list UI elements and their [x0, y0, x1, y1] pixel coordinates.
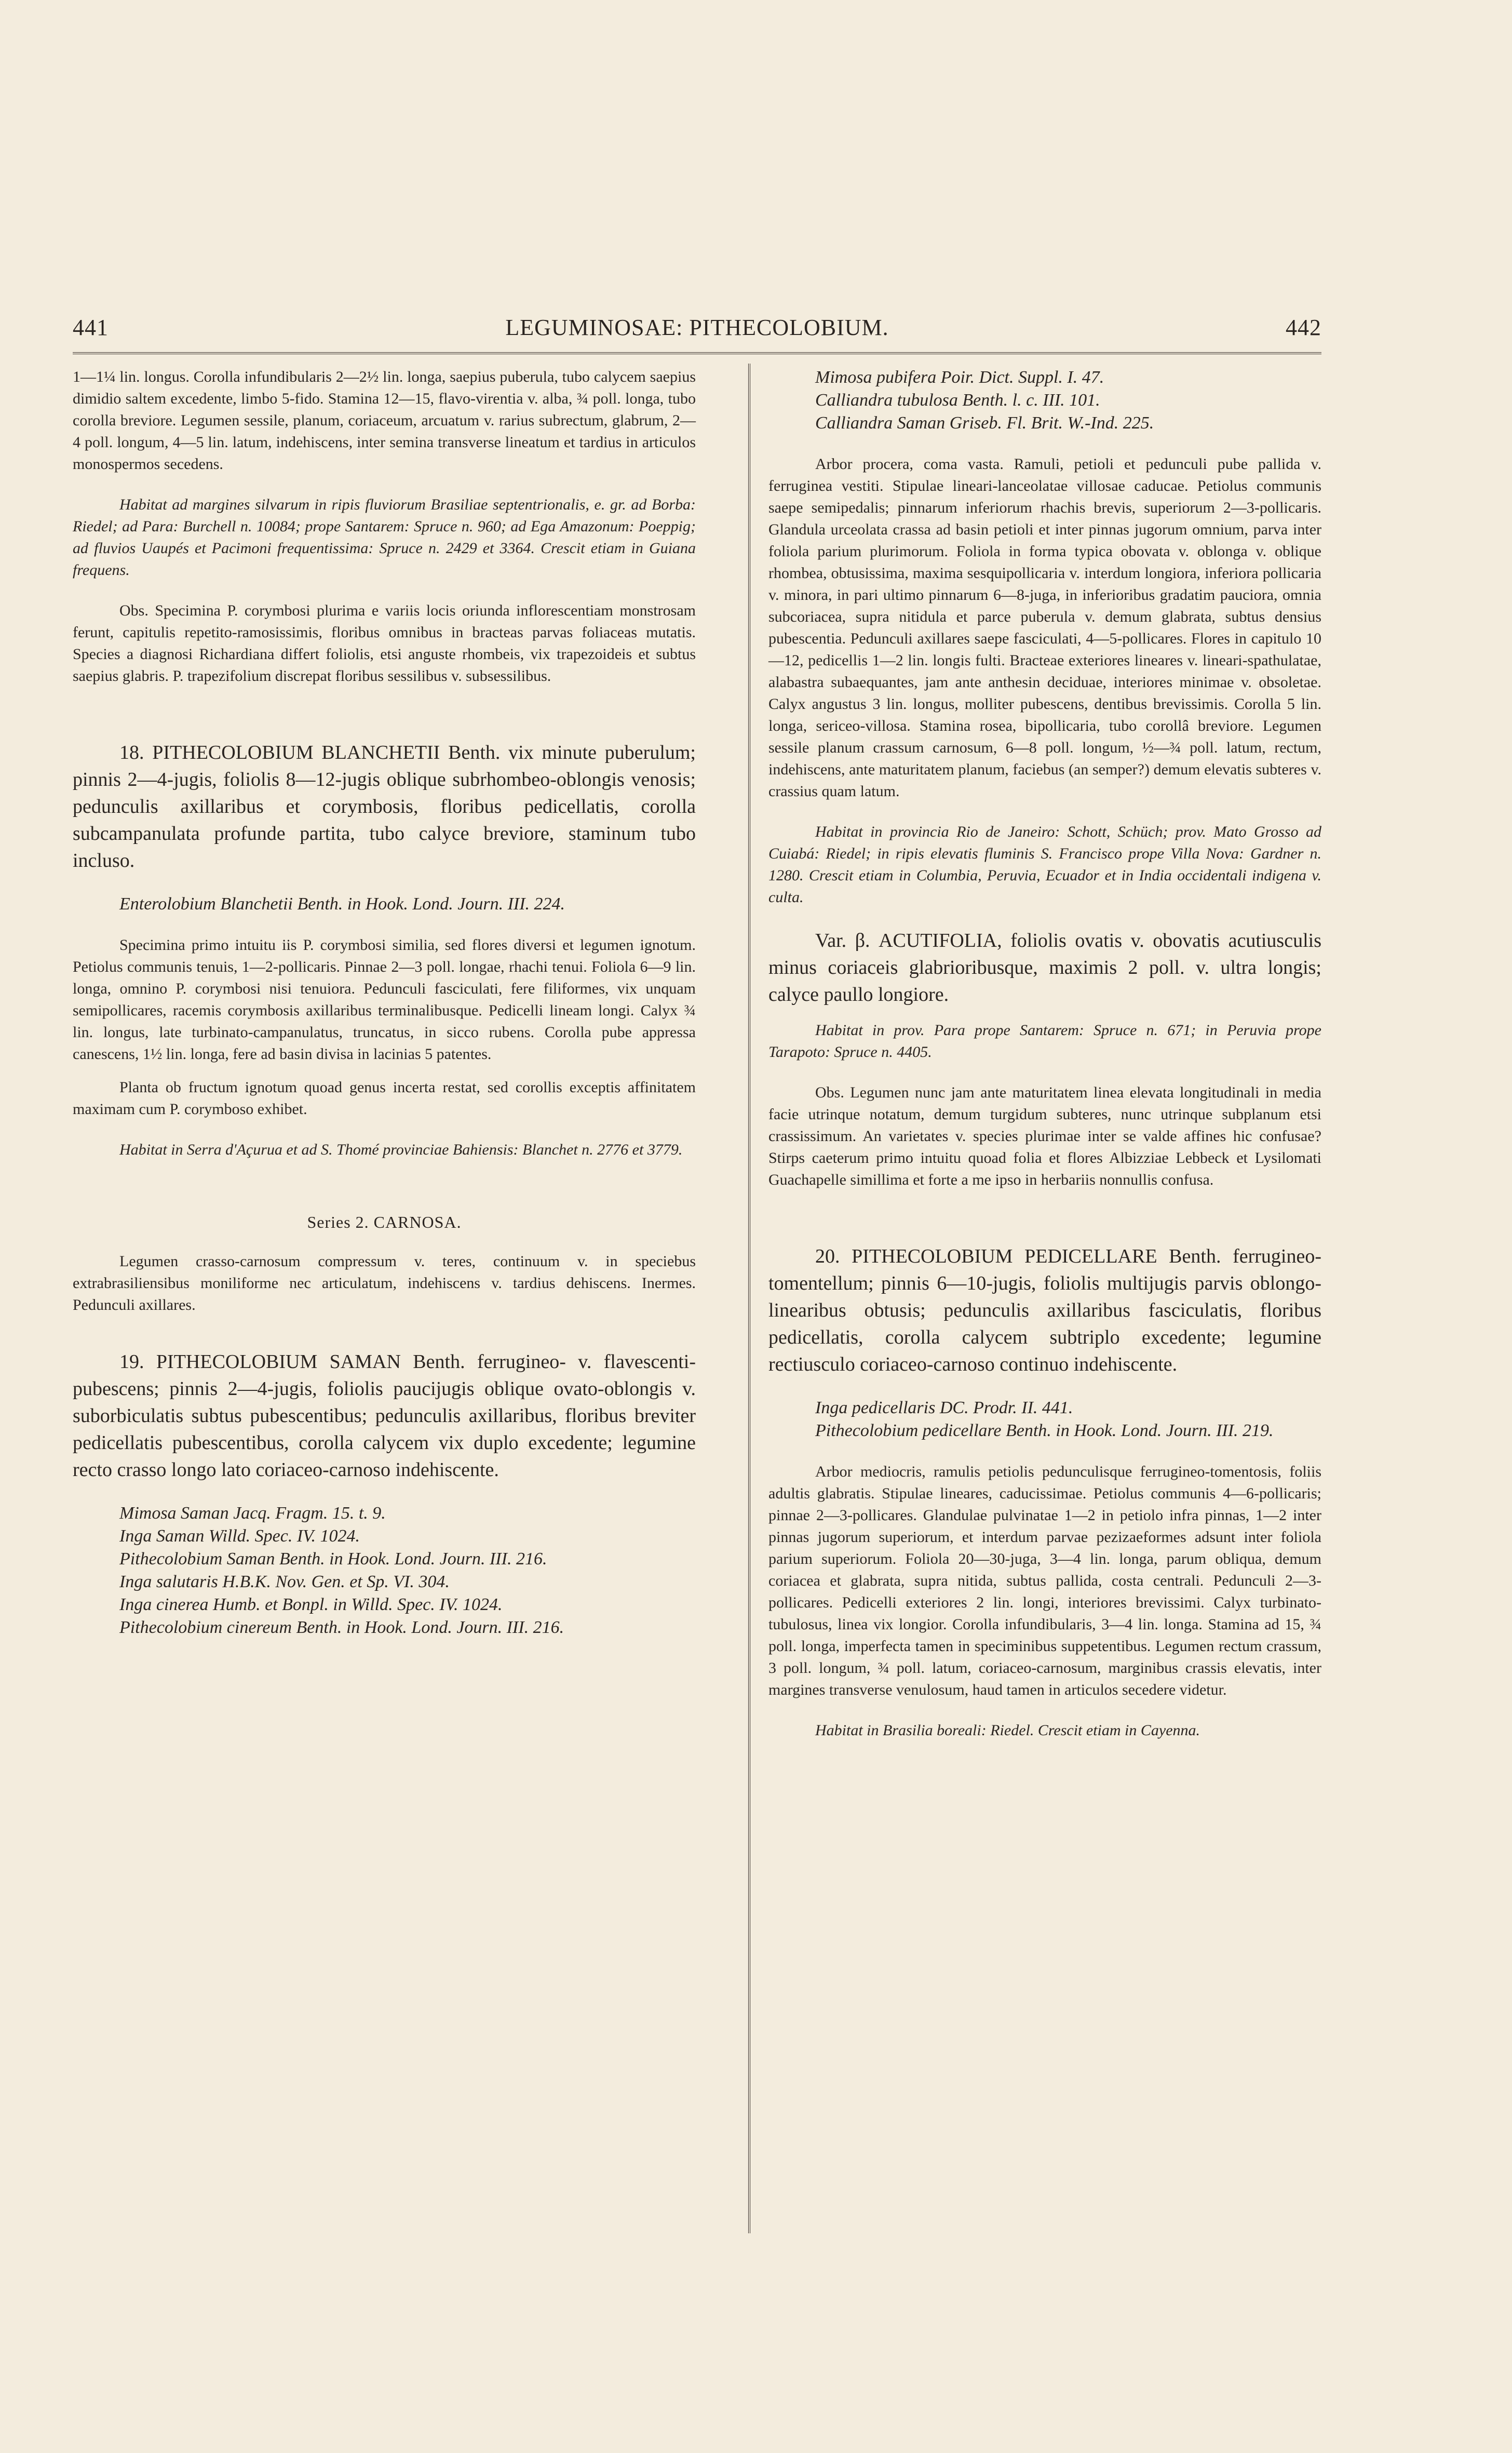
- synonym: Inga cinerea Humb. et Bonpl. in Willd. Spec. IV. 1024.: [119, 1595, 503, 1614]
- synonym: Pithecolobium pedicellare Benth. in Hook. Lond. Journ. III. 219.: [815, 1421, 1274, 1440]
- running-title: LEGUMINOSAE: PITHECOLOBIUM.: [505, 315, 889, 340]
- species-heading-19: 19. PITHECOLOBIUM SAMAN Benth. ferrugineo- v. flavescenti-pubescens; pinnis 2—4-jugis, foliolis paucijugis oblique ovato-oblongis v. suborbiculatis subtus pubescentibus; pedunculis axillaribus, floribus breviter pedicellatis pubescentibus, corolla calycem vix duplo excedente; legumine recto crasso longo lato coriaceo-carnoso indehiscente.: [73, 1351, 696, 1481]
- observation-paragraph: Obs. Specimina P. corymbosi plurima e variis locis oriunda inflorescentiam monstrosam ferunt, capitulis repetito-ramosissimis, floribus omnibus in bracteas parvas foliaceas mutatis. Species a diagnosi Richardiana differt foliolis, etsi anguste rhombeis, vix trapezoideis et subtus saepius glabris. P. trapezifolium discrepat floribus sessilibus v. subsessilibus.: [73, 602, 696, 685]
- page-number-right: 442: [1286, 315, 1321, 340]
- page-header: [73, 314, 1321, 351]
- paragraph: 1—1¼ lin. longus. Corolla infundibularis 2—2½ lin. longa, saepius puberula, tubo calycem saepius dimidio saltem excedente, limbo 5-fido. Stamina 12—15, flavo-virentia v. alba, ¾ poll. longa, tubo corolla breviore. Legumen sessile, planum, coriaceum, arcuatum v. rarius subrectum, glabrum, 2—4 poll. longum, 4—5 lin. latum, indehiscens, inter semina transverse lineatum et tardius in articulos monospermos secedens.: [73, 368, 696, 473]
- species-heading-18: 18. PITHECOLOBIUM BLANCHETII Benth. vix minute puberulum; pinnis 2—4-jugis, foliolis 8—12-jugis oblique subrhombeo-oblongis venosis; pedunculis axillaribus et corymbosis, floribus pedicellatis, corolla subcampanulata profunde partita, tubo calyce breviore, staminum tubo incluso.: [73, 742, 696, 872]
- description-paragraph: Specimina primo intuitu iis P. corymbosi similia, sed flores diversi et legumen ignotum. Petiolus communis tenuis, 1—2-pollicaris. Pinnae 2—3 poll. longae, rhachi tenui. Foliola 6—9 lin. longa, omnino P. corymbosi nisi tenuiora. Pedunculi fasciculati, fere filiformes, vix unquam semipollicares, racemis corymbosis axillaribus terminalibusque. Pedicelli lineam longi. Calyx ¾ lin. longus, late turbinato-campanulatus, truncatus, in sicco rubens. Corolla pube appressa canescens, 1½ lin. longa, fere ad basin divisa in lacinias 5 patentes.: [73, 936, 696, 1063]
- synonym: Pithecolobium cinereum Benth. in Hook. Lond. Journ. III. 216.: [119, 1618, 564, 1637]
- left-column: [73, 366, 696, 1639]
- synonym: Inga salutaris H.B.K. Nov. Gen. et Sp. VI. 304.: [119, 1572, 450, 1591]
- synonym: Calliandra Saman Griseb. Fl. Brit. W.-Ind. 225.: [815, 413, 1154, 433]
- synonym: Enterolobium Blanchetii Benth. in Hook. Lond. Journ. III. 224.: [119, 894, 565, 914]
- synonym: Calliandra tubulosa Benth. l. c. III. 101.: [815, 391, 1100, 410]
- series-description: Legumen crasso-carnosum compressum v. teres, continuum v. in speciebus extrabrasiliensibus moniliforme nec articulatum, indehiscens v. tardius dehiscens. Inermes. Pedunculi axillares.: [73, 1253, 696, 1313]
- column-divider: [748, 364, 750, 2233]
- variety-heading: Var. β. ACUTIFOLIA, foliolis ovatis v. obovatis acutiusculis minus coriaceis glabrioribusque, maximis 2 poll. v. ultra longis; calyce paullo longiore.: [768, 930, 1321, 1006]
- note-paragraph: Planta ob fructum ignotum quoad genus incerta restat, sed corollis exceptis affinitatem maximam cum P. corymboso exhibet.: [73, 1079, 696, 1118]
- synonym: Inga Saman Willd. Spec. IV. 1024.: [119, 1526, 360, 1546]
- observation-paragraph: Obs. Legumen nunc jam ante maturitatem linea elevata longitudinali in media facie utrinque notatum, demum turgidum subteres, nunc utrinque subplanum etsi crassissimum. An varietates v. species plurimae inter se valde affines hic confusae? Stirps caeterum primo intuitu quoad folia et flores Albizziae Lebbeck et Lysilomati Guachapelle simillima et forte a me ipso in herbariis nonnullis confusa.: [768, 1084, 1321, 1188]
- header-rule: [73, 352, 1321, 354]
- description-paragraph: Arbor procera, coma vasta. Ramuli, petioli et pedunculi pube pallida v. ferruginea vestiti. Stipulae lineari-lanceolatae villosae caducae. Petiolus communis saepe semipedalis; pinnarum inferiorum rhachis brevis, superiorum 2—3-pollicaris. Glandula urceolata crassa ad basin petioli et inter pinnas jugorum omnium, parva inter foliola parium plurimorum. Foliola in forma typica obovata v. oblonga v. oblique rhombea, obtusissima, maxima sesquipollicaria v. interdum longiora, inferiora pollicaria v. minora, in pari ultimo pinnarum 6—8-juga, in inferioribus gradatim pauciora, omnia subcoriacea, supra nitidula et parce puberula v. demum glabrata, subtus densius pubescentia. Pedunculi axillares saepe fasciculati, 4—5-pollicares. Flores in capitulo 10—12, pedicellis 1—2 lin. longis fulti. Bracteae exteriores lineares v. lineari-spathulatae, alabastra subaequantes, jam ante anthesin deciduae, interiores minimae v. obsoletae. Calyx angustus 3 lin. longus, molliter pubescens, dentibus brevissimis. Corolla 5 lin. longa, sericeo-villosa. Stamina rosea, bipollicaria, tubo corollâ breviore. Legumen sessile planum crassum carnosum, 6—8 poll. longum, ½—¾ poll. latum, rectum, indehiscens, ante maturitatem planum, faciebus (an semper?) demum elevatis subteres v. crassius quam latum.: [768, 455, 1321, 800]
- description-paragraph: Arbor mediocris, ramulis petiolis pedunculisque ferrugineo-tomentosis, foliis adultis glabratis. Stipulae lineares, caducissimae. Petiolus communis 4—6-pollicaris; pinnae 2—3-pollicares. Glandulae pulvinatae 1—2 in petiolo infra pinnas, 1—2 inter pinnas jugorum superiorum, et interdum parvae pezizaeformes adsunt inter foliola parium superiorum. Foliola 20—30-juga, 3—4 lin. longa, parum obliqua, demum coriacea et glabrata, supra nitida, subtus pallida, costa centrali. Pedunculi 2—3-pollicares. Pedicelli exteriores 2 lin. longi, interiores brevissimi. Calyx turbinato-tubulosus, linea vix longior. Corolla infundibularis, 3—4 lin. longa. Stamina ad 15, ¾ poll. longa, imperfecta tamen in speciminibus suppetentibus. Legumen rectum crassum, 3 poll. longum, ¾ poll. latum, coriaceo-carnosum, marginibus crassis elevatis, inter margines transverse venulosum, haud tamen in articulos secedere videtur.: [768, 1463, 1321, 1698]
- right-column: [768, 366, 1321, 1741]
- habitat-paragraph: Habitat in prov. Para prope Santarem: Spruce n. 671; in Peruvia prope Tarapoto: Spruce n. 4405.: [768, 1022, 1321, 1061]
- synonym-list: [768, 1397, 1321, 1442]
- synonym-list: [768, 366, 1321, 435]
- series-heading: Series 2. CARNOSA.: [307, 1213, 462, 1231]
- synonym: Inga pedicellaris DC. Prodr. II. 441.: [815, 1398, 1073, 1417]
- synonym-list: [73, 1502, 696, 1639]
- habitat-paragraph: Habitat in Brasilia boreali: Riedel. Crescit etiam in Cayenna.: [815, 1722, 1200, 1739]
- synonym: Pithecolobium Saman Benth. in Hook. Lond. Journ. III. 216.: [119, 1549, 547, 1569]
- habitat-paragraph: Habitat in provincia Rio de Janeiro: Schott, Schüch; prov. Mato Grosso ad Cuiabá: Riedel; in ripis elevatis fluminis S. Francisco prope Villa Nova: Gardner n. 1280. Crescit etiam in Columbia, Peruvia, Ecuador et in India occidentali indigena v. culta.: [768, 823, 1321, 906]
- page-number-left: 441: [73, 315, 109, 340]
- habitat-paragraph: Habitat ad margines silvarum in ripis fluviorum Brasiliae septentrionalis, e. gr. ad Borba: Riedel; ad Para: Burchell n. 10084; prope Santarem: Spruce n. 960; ad Ega Amazonum: Poeppig; ad fluvios Uaupés et Pacimoni frequentissima: Spruce n. 2429 et 3364. Crescit etiam in Guiana frequens.: [73, 496, 696, 579]
- synonym: Mimosa Saman Jacq. Fragm. 15. t. 9.: [119, 1504, 386, 1523]
- synonym: Mimosa pubifera Poir. Dict. Suppl. I. 47.: [815, 368, 1104, 387]
- species-heading-20: 20. PITHECOLOBIUM PEDICELLARE Benth. ferrugineo-tomentellum; pinnis 6—10-jugis, foliolis multijugis parvis oblongo-linearibus obtusis; pedunculis axillaribus fasciculatis, floribus pedicellatis, corolla calycem subtriplo excedente; legumine rectiusculo coriaceo-carnoso continuo indehiscente.: [768, 1245, 1321, 1375]
- habitat-paragraph: Habitat in Serra d'Açurua et ad S. Thomé provinciae Bahiensis: Blanchet n. 2776 et 3779.: [119, 1141, 683, 1158]
